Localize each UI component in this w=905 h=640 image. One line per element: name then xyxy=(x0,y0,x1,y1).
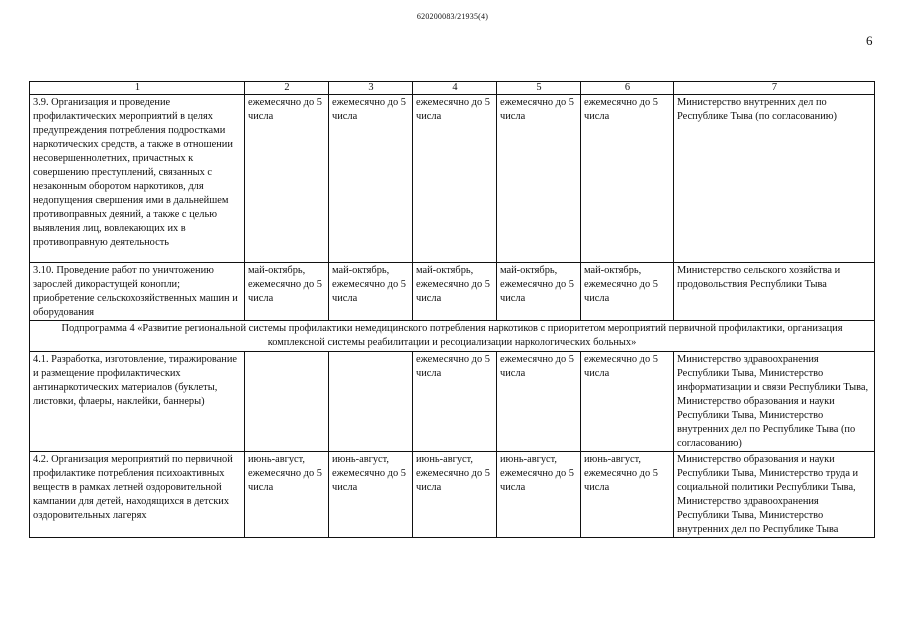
responsible-cell: Министерство внутренних дел по Республике Тыва (по согласованию) xyxy=(674,95,875,263)
measure-cell: 3.9. Организация и проведение профилактических мероприятий в целях предупреждения потребления подростками наркотических средств, а также в отношении несовершеннолетних, причастных к совершению преступлений, связанных с незаконным оборотом наркотиков, для недопущения свершения ими в дальнейшем противоправных деяний, а также с целью выявления лиц, вовлекающих их в противоправную деятельность xyxy=(30,95,245,263)
measure-cell: 4.1. Разработка, изготовление, тиражирование и размещение профилактических антинаркотических материалов (буклеты, листовки, флаеры, наклейки, баннеры) xyxy=(30,352,245,452)
deadline-cell: ежемесячно до 5 числа xyxy=(413,352,497,452)
deadline-cell: июнь-август, ежемесячно до 5 числа xyxy=(497,452,581,538)
deadline-cell: май-октябрь, ежемесячно до 5 числа xyxy=(581,263,674,321)
table-header-row xyxy=(30,82,875,95)
deadline-cell: ежемесячно до 5 числа xyxy=(497,95,581,263)
document-id: 620200083/21935(4) xyxy=(416,12,489,21)
table-row xyxy=(30,95,875,263)
column-header: 2 xyxy=(245,82,329,95)
deadline-cell: ежемесячно до 5 числа xyxy=(581,95,674,263)
deadline-cell: май-октябрь, ежемесячно до 5 числа xyxy=(329,263,413,321)
deadline-cell: ежемесячно до 5 числа xyxy=(581,352,674,452)
deadline-cell: ежемесячно до 5 числа xyxy=(497,352,581,452)
deadline-cell: май-октябрь, ежемесячно до 5 числа xyxy=(245,263,329,321)
deadline-cell: май-октябрь, ежемесячно до 5 числа xyxy=(497,263,581,321)
page-number: 6 xyxy=(866,33,873,48)
responsible-cell: Министерство образования и науки Республики Тыва, Министерство труда и социальной политики Республики Тыва, Министерство здравоохранения Республики Тыва, Министерство внутренних дел по Республике Тыва xyxy=(674,452,875,538)
table-row xyxy=(30,352,875,452)
deadline-cell: ежемесячно до 5 числа xyxy=(245,95,329,263)
column-header: 7 xyxy=(674,82,875,95)
deadline-cell: июнь-август, ежемесячно до 5 числа xyxy=(245,452,329,538)
deadline-cell: май-октябрь, ежемесячно до 5 числа xyxy=(413,263,497,321)
column-header: 1 xyxy=(30,82,245,95)
deadline-cell: ежемесячно до 5 числа xyxy=(413,95,497,263)
deadline-cell: июнь-август, ежемесячно до 5 числа xyxy=(581,452,674,538)
subprogram-title: Подпрограмма 4 «Развитие региональной системы профилактики немедицинского потребления наркотиков с приоритетом мероприятий первичной профилактики, организация комплексной системы реабилитации и ресоциализации наркологических больных» xyxy=(30,321,875,352)
measure-cell: 3.10. Проведение работ по уничтожению зарослей дикорастущей конопли; приобретение сельскохозяйственных машин и оборудования xyxy=(30,263,245,321)
column-header: 3 xyxy=(329,82,413,95)
responsible-cell: Министерство сельского хозяйства и продовольствия Республики Тыва xyxy=(674,263,875,321)
deadline-cell xyxy=(245,352,329,452)
deadline-cell: июнь-август, ежемесячно до 5 числа xyxy=(329,452,413,538)
table-row xyxy=(30,263,875,321)
plan-table xyxy=(29,81,875,538)
deadline-cell: ежемесячно до 5 числа xyxy=(329,95,413,263)
table-row xyxy=(30,452,875,538)
deadline-cell xyxy=(329,352,413,452)
measure-cell: 4.2. Организация мероприятий по первичной профилактике потребления психоактивных веществ в рамках летней оздоровительной кампании для детей, находящихся в детских оздоровительных лагерях xyxy=(30,452,245,538)
column-header: 6 xyxy=(581,82,674,95)
column-header: 5 xyxy=(497,82,581,95)
deadline-cell: июнь-август, ежемесячно до 5 числа xyxy=(413,452,497,538)
responsible-cell: Министерство здравоохранения Республики Тыва, Министерство информатизации и связи Республики Тыва, Министерство образования и науки Республики Тыва, Министерство внутренних дел по Республике Тыва (по согласованию) xyxy=(674,352,875,452)
column-header: 4 xyxy=(413,82,497,95)
subprogram-row xyxy=(30,321,875,352)
